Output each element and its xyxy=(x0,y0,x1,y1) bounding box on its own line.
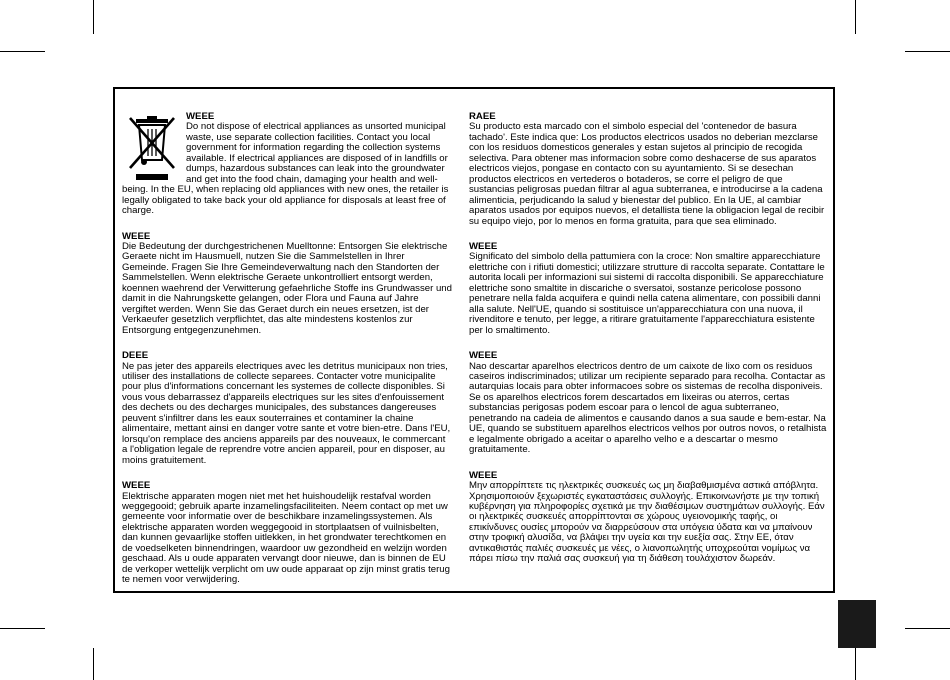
section-heading: WEEE xyxy=(469,240,498,252)
weee-notice-box xyxy=(113,87,835,593)
section-text: Ne pas jeter des appareils electriques avec les detritus municipaux non tries, utiliser des installations de collecte separees. Contacter votre municipalite pour plus d'informations concernant les systemes de collecte disponibles. Si vous vous debarrassez d'appareils electriques sur les sites d'enfouissement des dechets ou des decharges municipales, des substances dangereuses peuvent s'infiltrer dans les eaux souterraines et contaminer la chaine alimentaire, mettant ainsi en danger votre sante et votre bien-etre. Dans l'EU, lorsqu'on remplace des anciens appareils par des nouveaux, le commercant a l'obligation legale de reprendre votre ancien appareil, pour en disposer, au moins gratuitement. xyxy=(122,360,451,466)
crop-mark-top-left-v xyxy=(93,0,94,34)
right-column xyxy=(469,112,827,580)
section-weee-portuguese xyxy=(469,351,827,456)
section-heading: WEEE xyxy=(122,230,151,242)
section-weee-dutch xyxy=(122,481,452,586)
section-weee-italian xyxy=(469,242,827,336)
crop-mark-top-right-v xyxy=(855,0,856,34)
crop-mark-bottom-right-h xyxy=(905,628,950,629)
section-raee-spanish xyxy=(469,112,827,227)
section-weee-german xyxy=(122,232,452,337)
section-weee-greek xyxy=(469,471,827,565)
crossed-out-wheelie-bin-icon xyxy=(122,112,182,184)
section-text: Μην απορρίπτετε τις ηλεκτρικές συσκευές ως μη διαβαθμισμένα αστικά απόβλητα. Χρησιμοποιούν ξεχωριστές εγκαταστάσεις συλλογής. Επικοινωνήστε με την τοπική κυβέρνηση για πληροφορίες σχετικά με την διαθέσιμων συστημάτων συλλογής. Εάν οι ηλεκτρικές συσκευές απορρίπτονται σε χώρους υγειονομικής ταφής, οι επικίνδυνες ουσίες μπορούν να διαρρεύσουν στα υπόγεια ύδατα και να μπαίνουν στην τροφική αλυσίδα, να βλάψει την υγεία και την ευεξία σας. Στην ΕΕ, όταν αντικαθιστάς παλιές συσκευές με νέες, ο λιανοπωλητής υποχρεούται νομίμως να πάρει πίσω την παλιά σας συσκευή για τη διάθεση τουλάχιστον δωρεάν. xyxy=(469,480,825,565)
left-column xyxy=(122,112,452,601)
section-text: Elektrische apparaten mogen niet met het huishoudelijk restafval worden weggegooid; gebruik aparte inzamelingsfaciliteiten. Neem contact op met uw gemeente voor informatie over de beschikbare inzamelingssystemen. Als elektrische apparaten worden weggegooid in stortplaatsen of vuilnisbelten, dan kunnen gevaarlijke stoffen uitlekken, in het grondwater terechtkomen en de voedselketen binnendringen, waardoor uw gezondheid en welzijn worden geschaad. Als u oude apparaten vervangt door nieuwe, dan is binnen de EU de verkoper wettelijk verplicht om uw oude apparaat op zijn minst gratis terug te nemen voor verwijdering. xyxy=(122,490,450,586)
section-heading: WEEE xyxy=(469,469,498,481)
section-heading: RAEE xyxy=(469,111,496,122)
section-text: Die Bedeutung der durchgestrichenen Muelltonne: Entsorgen Sie elektrische Geraete nicht im Hausmuell, nutzen Sie die Sammelstellen in Ihrer Gemeinde. Fragen Sie Ihre Gemeindeverwaltung nach den Standorten der Sammelstellen. Wenn elektrische Geraete unkontrolliert entsorgt werden, koennen waehrend der Verwitterung gefaehrliche Stoffe ins Grundwasser und damit in die Nahrungskette gelangen, oder Flora und Fauna auf Jahre vergiftet werden. Wenn Sie das Geraet durch ein neues ersetzen, ist der Verkaeufer gesetzlich verpflichtet, das alte mindestens kostenlos zur Entsorgung entgegenzunehmen. xyxy=(122,240,452,336)
section-heading: DEEE xyxy=(122,350,149,362)
page-thumb-tab xyxy=(838,600,876,648)
section-heading: WEEE xyxy=(186,111,215,122)
section-deee-french xyxy=(122,351,452,466)
section-heading: WEEE xyxy=(469,350,498,362)
crop-mark-bottom-right-v xyxy=(855,648,856,680)
section-heading: WEEE xyxy=(122,480,151,492)
section-weee-english xyxy=(122,112,452,217)
crop-mark-bottom-left-h xyxy=(0,628,45,629)
crop-mark-top-right-h xyxy=(905,51,950,52)
section-text: Su producto esta marcado con el simbolo especial del 'contenedor de basura tachado'. Este indica que: Los productos electricos usados no deberian mezclarse con los residuos domesticos generales y estan sujetos al principio de recogida selectiva. Para obtener mas informacion sobre como deshacerse de sus aparatos electricos viejos, pongase en contacto con su ayuntamiento. Si se desechan productos electricos en vertederos o botaderos, se corre el peligro de que sustancias peligrosas puedan filtrar al agua subterranea, e introducirse a la cadena alimenticia, perjudicando la salud y bienestar del publico. En la UE, al cambiar aparatos usados por equipos nuevos, el detallista tiene la obligacion legal de recibir su equipo viejo, por lo menos en forma gratuita, para que sea eliminado. xyxy=(469,121,825,227)
crop-mark-top-left-h xyxy=(0,51,45,52)
section-text: Significato del simbolo della pattumiera con la croce: Non smaltire apparecchiature elettriche con i rifiuti domestici; utilizzare strutture di raccolta separate. Contattare le autorita locali per informazioni sui sistemi di raccolta disponibili. Se apparecchiature elettriche sono smaltite in discariche o sversatoi, sostanze pericolose possono penetrare nella falda acquifera e quindi nella catena alimentare, con possibili danni alla salute. Nell'UE, quando si sostituisce un'apparecchiatura con una nuova, il rivenditore e tenuto, per legge, a ritirare gratuitamente l'apparecchiatura esistente per lo smaltimento. xyxy=(469,251,825,336)
crop-mark-bottom-left-v xyxy=(93,648,94,680)
section-text: Nao descartar aparelhos electricos dentro de um caixote de lixo com os residuos caseiros indiscriminados; utilizar um recipiente separado para recolha. Contactar as autarquias locais para obter informacoes sobre os sistemas de recolha disponiveis. Se os aparelhos electricos forem descartados em lixeiras ou aterros, certas substancias perigosas podem escoar para o lencol de agua subterraneo, penetrando na cadeia de alimentos e causando danos a sua saude e bem-estar. Na UE, quando se substituem aparelhos electricos velhos por outros novos, o retalhista e legalmente obrigado a aceitar o aparelho velho e a descartar o mesmo gratuitamente. xyxy=(469,360,827,456)
section-text: Do not dispose of electrical appliances as unsorted municipal waste, use separate collection facilities. Contact you local government for information regarding the collection systems available. If electrical appliances are disposed of in landfills or dumps, hazardous substances can leak into the groundwater and get into the food chain, damaging your health and well-being. In the EU, when replacing old appliances with new ones, the retailer is legally obligated to take back your old appliance for disposals at least free of charge. xyxy=(122,121,449,217)
